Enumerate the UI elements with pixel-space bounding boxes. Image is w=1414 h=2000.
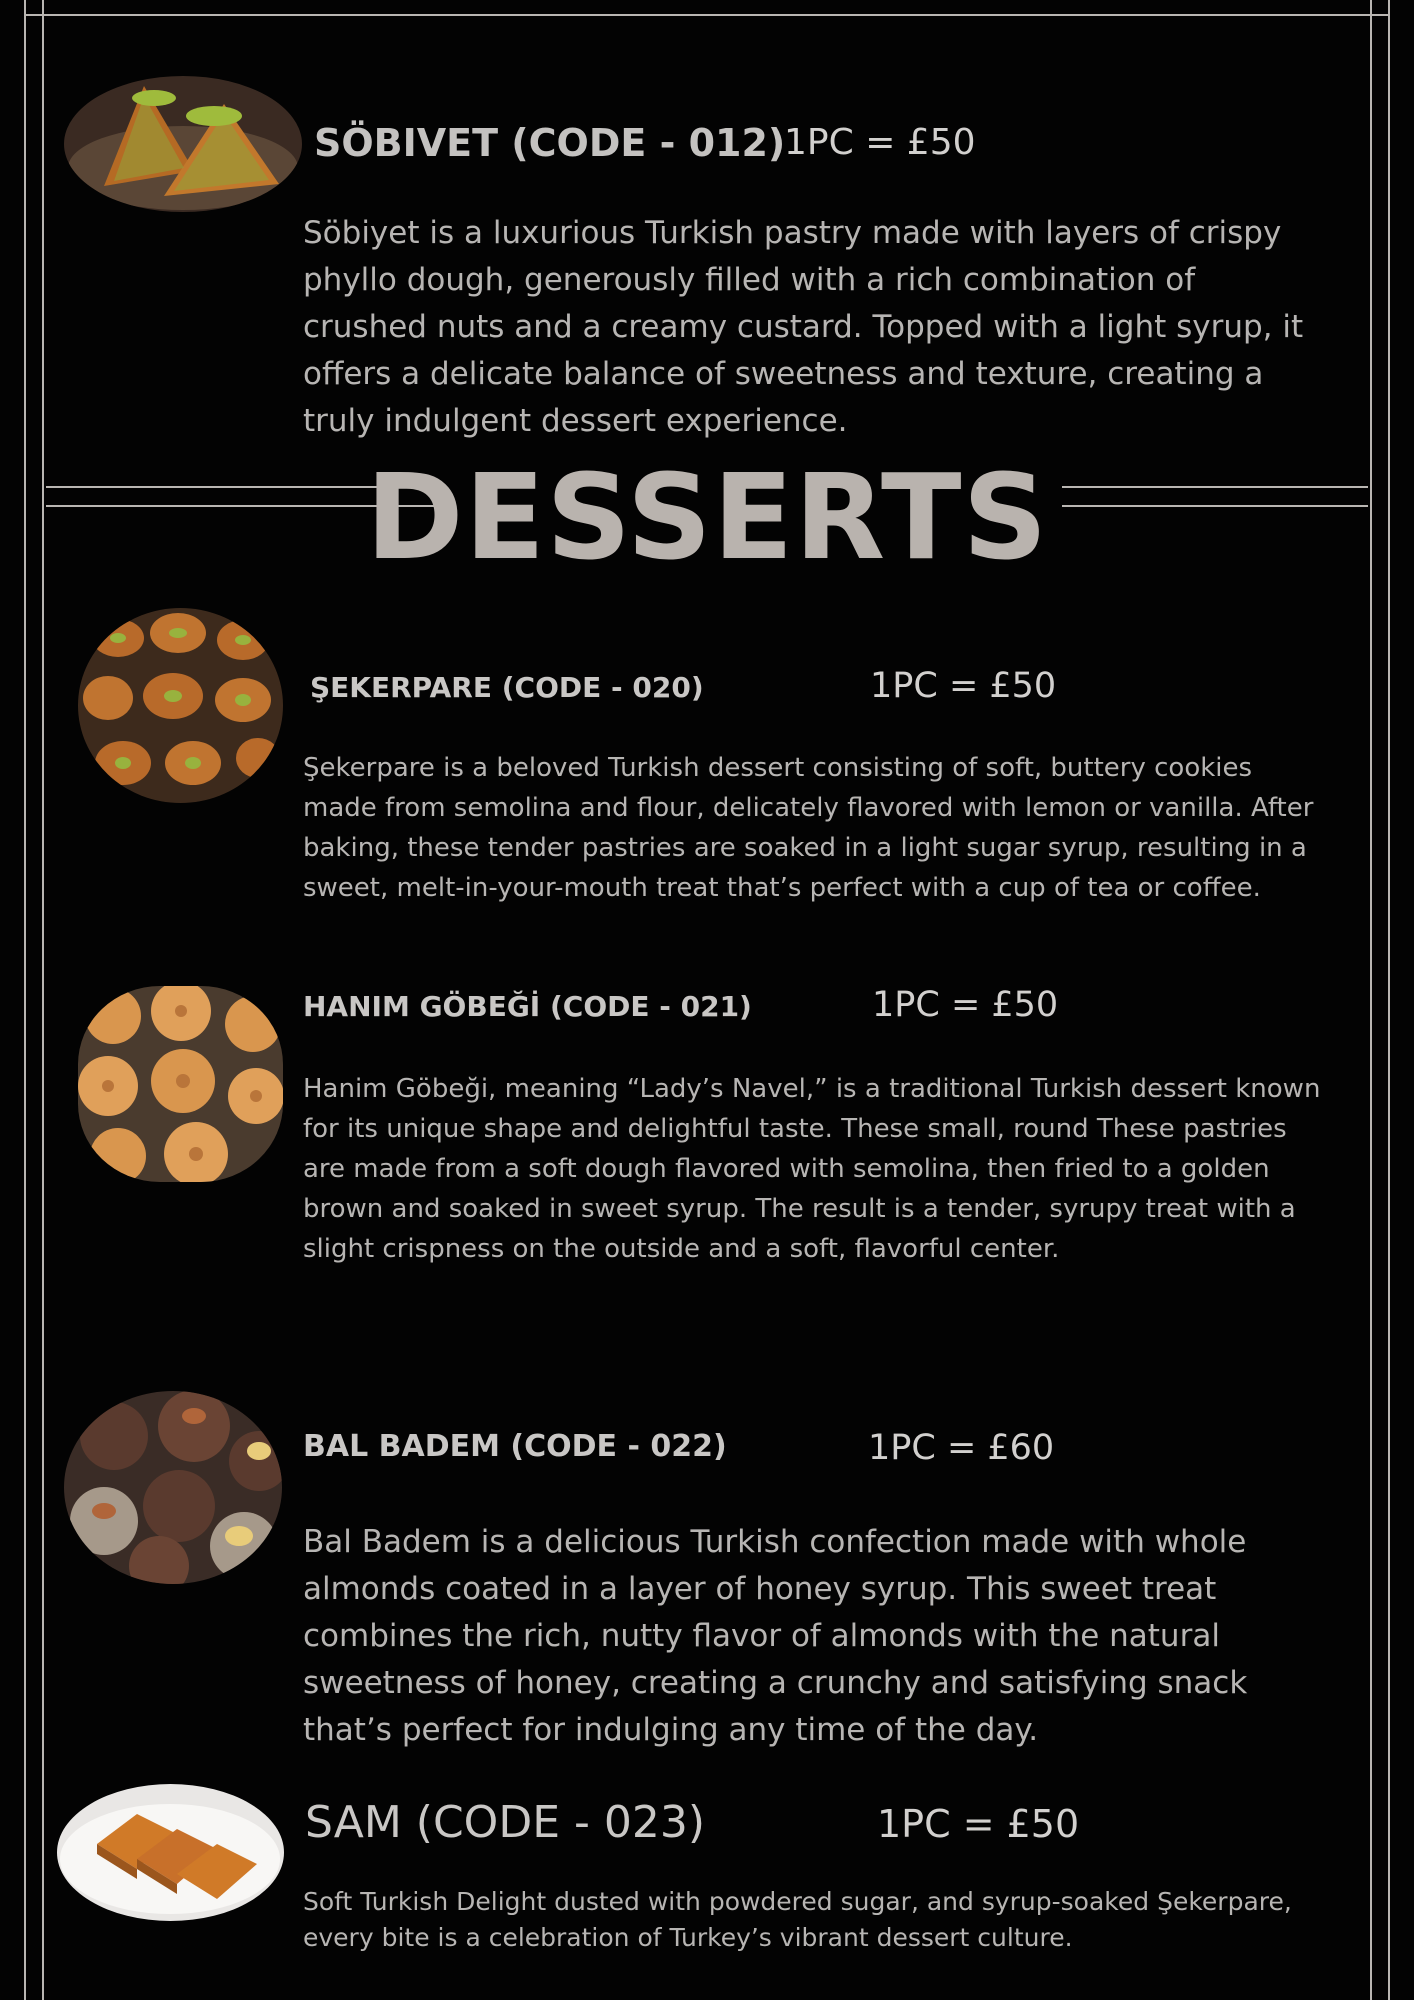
sam-price: 1PC = £50 (877, 1802, 1080, 1846)
section-heading: DESSERTS (365, 448, 1049, 586)
frame-line-right-outer (1388, 0, 1390, 2000)
frame-line-top (24, 14, 1390, 16)
hanim-gobegi-price: 1PC = £50 (872, 985, 1059, 1025)
bal-badem-title: BAL BADEM (CODE - 022) (303, 1429, 727, 1464)
bal-badem-image (64, 1391, 282, 1584)
frame-line-left-outer (24, 0, 26, 2000)
sekerpare-image (78, 608, 283, 803)
frame-line-left-inner (42, 0, 44, 2000)
frame-line-right-inner (1370, 0, 1372, 2000)
sam-image (57, 1784, 284, 1921)
hanim-gobegi-image (78, 986, 283, 1182)
sam-title: SAM (CODE - 023) (305, 1797, 705, 1848)
sobiyet-description: Söbiyet is a luxurious Turkish pastry made with layers of crispy phyllo dough, generously filled with a rich combination of crushed nuts and a creamy custard. Topped with a light syrup, it offers a delicate balance of sweetness and texture, creating a truly indulgent dessert experience. (303, 215, 1304, 439)
sobiyet-image (64, 76, 302, 212)
sekerpare-description: Şekerpare is a beloved Turkish dessert consisting of soft, buttery cookies made from semolina and flour, delicately flavored with lemon or vanilla. After baking, these tender pastries are soaked in a light sugar syrup, resulting in a sweet, melt-in-your-mouth treat that’s perfect with a cup of tea or coffee. (303, 753, 1314, 903)
hanim-gobegi-title: HANIM GÖBEĞİ (CODE - 021) (303, 990, 752, 1023)
sobiyet-price: 1PC = £50 (784, 122, 976, 163)
sobiyet-title: SÖBIVET (CODE - 012) (314, 121, 786, 165)
bal-badem-description: Bal Badem is a delicious Turkish confection made with whole almonds coated in a layer of honey syrup. This sweet treat combines the rich, nutty flavor of almonds with the natural sweetness of honey, creating a crunchy and satisfying snack that’s perfect for indulging any time of the day. (303, 1524, 1248, 1748)
hanim-gobegi-description: Hanim Göbeği, meaning “Lady’s Navel,” is a traditional Turkish dessert known for its unique shape and delightful taste. These small, round These pastries are made from a soft dough flavored with semolina, then fried to a golden brown and soaked in sweet syrup. The result is a tender, syrupy treat with a slight crispness on the outside and a soft, flavorful center. (303, 1074, 1321, 1264)
sekerpare-title: ŞEKERPARE (CODE - 020) (310, 671, 704, 704)
sam-description: Soft Turkish Delight dusted with powdered sugar, and syrup-soaked Şekerpare, every bite is a celebration of Turkey’s vibrant dessert culture. (303, 1887, 1292, 1952)
bal-badem-price: 1PC = £60 (868, 1428, 1055, 1468)
sekerpare-price: 1PC = £50 (870, 666, 1057, 706)
